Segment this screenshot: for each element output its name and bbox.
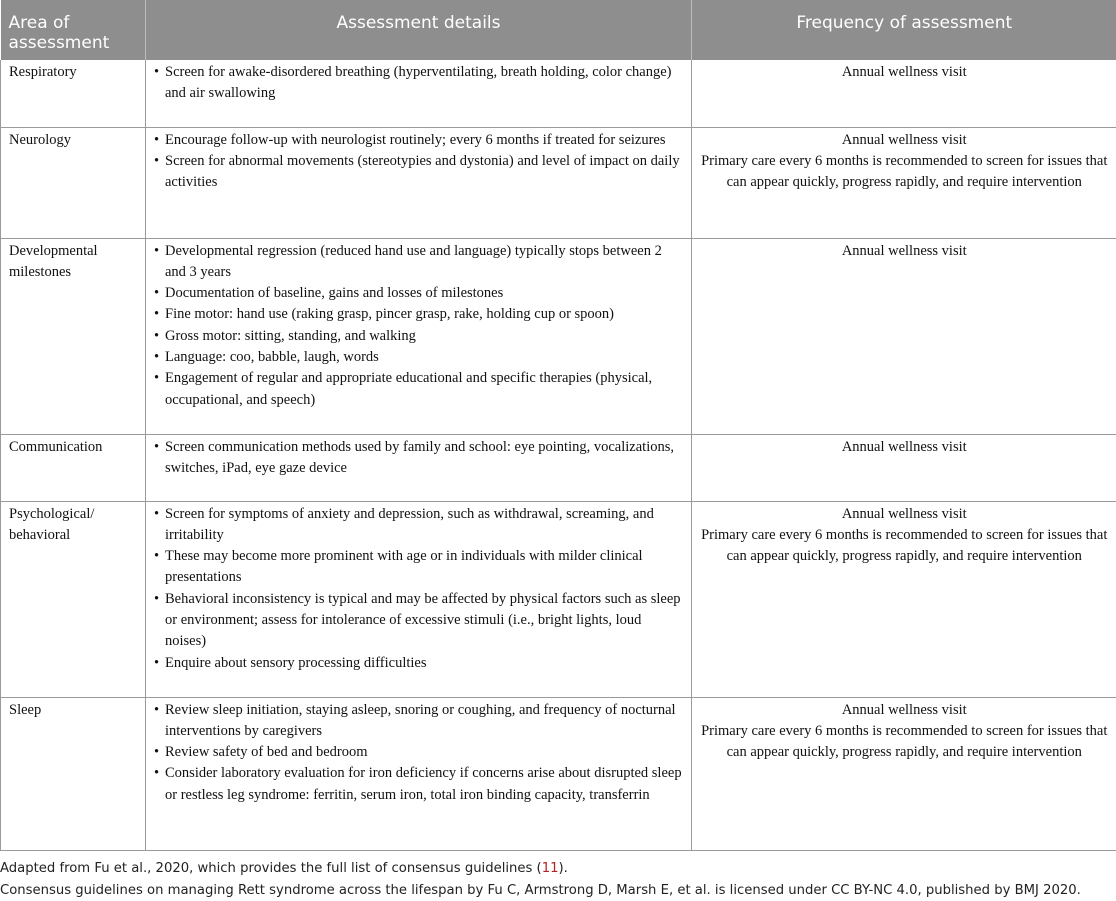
frequency-cell xyxy=(692,238,1116,434)
frequency-line: Annual wellness visit xyxy=(700,700,1109,721)
details-cell xyxy=(146,434,692,501)
details-list xyxy=(154,437,683,480)
table-row xyxy=(1,501,1116,697)
detail-item: • Review safety of bed and bedroom xyxy=(154,742,683,763)
frequency-cell xyxy=(692,127,1116,238)
frequency-line: Annual wellness visit xyxy=(700,241,1109,262)
area-cell: Sleep xyxy=(1,697,146,850)
detail-item: • These may become more prominent with age or in individuals with milder clinical presentations xyxy=(154,546,683,589)
frequency-cell xyxy=(692,60,1116,127)
details-cell xyxy=(146,501,692,697)
details-cell xyxy=(146,127,692,238)
reference-link[interactable]: 11 xyxy=(542,861,559,876)
detail-item: • Fine motor: hand use (raking grasp, pincer grasp, rake, holding cup or spoon) xyxy=(154,304,683,325)
footnote-license: Consensus guidelines on managing Rett syndrome across the lifespan by Fu C, Armstrong D, Marsh E, et al. is licensed under CC BY-NC 4.0, published by BMJ 2020. xyxy=(0,880,1116,901)
table-row xyxy=(1,238,1116,434)
frequency-line: Annual wellness visit xyxy=(700,62,1109,83)
detail-item: • Gross motor: sitting, standing, and walking xyxy=(154,326,683,347)
table-row xyxy=(1,127,1116,238)
frequency-line: Annual wellness visit xyxy=(700,504,1109,525)
area-cell: Developmental milestones xyxy=(1,238,146,434)
details-list xyxy=(154,130,683,194)
details-list xyxy=(154,700,683,806)
frequency-line: Primary care every 6 months is recommended to screen for issues that can appear quickly, progress rapidly, and require intervention xyxy=(700,151,1109,194)
frequency-line: Annual wellness visit xyxy=(700,130,1109,151)
frequency-cell xyxy=(692,501,1116,697)
table-footnotes xyxy=(0,858,1116,901)
details-cell xyxy=(146,697,692,850)
frequency-cell xyxy=(692,434,1116,501)
detail-item: • Behavioral inconsistency is typical and may be affected by physical factors such as sleep or environment; assess for intolerance of excessive stimuli (i.e., bright lights, loud noises) xyxy=(154,589,683,653)
details-list xyxy=(154,62,683,105)
header-row xyxy=(1,0,1116,60)
detail-item: • Engagement of regular and appropriate educational and specific therapies (physical, occupational, and speech) xyxy=(154,368,683,411)
header-details-label: Assessment details xyxy=(154,0,683,33)
footnote-adapted xyxy=(0,858,1116,880)
header-details xyxy=(146,0,692,60)
details-list xyxy=(154,241,683,411)
details-cell xyxy=(146,238,692,434)
detail-item: • Encourage follow-up with neurologist routinely; every 6 months if treated for seizures xyxy=(154,130,683,151)
header-frequency xyxy=(692,0,1116,60)
area-cell: Psychological/ behavioral xyxy=(1,501,146,697)
detail-item: • Screen for awake-disordered breathing (hyperventilating, breath holding, color change) and air swallowing xyxy=(154,62,683,105)
detail-item: • Review sleep initiation, staying asleep, snoring or coughing, and frequency of nocturnal interventions by caregivers xyxy=(154,700,683,743)
area-cell: Neurology xyxy=(1,127,146,238)
details-list xyxy=(154,504,683,674)
header-frequency-label: Frequency of assessment xyxy=(700,0,1109,33)
table-row xyxy=(1,60,1116,127)
table-row xyxy=(1,434,1116,501)
detail-item: • Screen communication methods used by family and school: eye pointing, vocalizations, switches, iPad, eye gaze device xyxy=(154,437,683,480)
detail-item: • Language: coo, babble, laugh, words xyxy=(154,347,683,368)
footnote-adapted-text: Adapted from Fu et al., 2020, which provides the full list of consensus guidelines ( xyxy=(0,861,542,876)
table-row xyxy=(1,697,1116,850)
frequency-cell xyxy=(692,697,1116,850)
detail-item: • Screen for symptoms of anxiety and depression, such as withdrawal, screaming, and irritability xyxy=(154,504,683,547)
frequency-line: Primary care every 6 months is recommended to screen for issues that can appear quickly, progress rapidly, and require intervention xyxy=(700,525,1109,568)
detail-item: • Consider laboratory evaluation for iron deficiency if concerns arise about disrupted sleep or restless leg syndrome: ferritin, serum iron, total iron binding capacity, transferrin xyxy=(154,763,683,806)
detail-item: • Developmental regression (reduced hand use and language) typically stops between 2 and 3 years xyxy=(154,241,683,284)
detail-item: • Screen for abnormal movements (stereotypies and dystonia) and level of impact on daily activities xyxy=(154,151,683,194)
frequency-line: Annual wellness visit xyxy=(700,437,1109,458)
details-cell xyxy=(146,60,692,127)
detail-item: • Enquire about sensory processing difficulties xyxy=(154,653,683,674)
area-cell: Communication xyxy=(1,434,146,501)
frequency-line: Primary care every 6 months is recommended to screen for issues that can appear quickly, progress rapidly, and require intervention xyxy=(700,721,1109,764)
footnote-adapted-end: ). xyxy=(559,861,568,876)
header-area xyxy=(1,0,146,60)
detail-item: • Documentation of baseline, gains and losses of milestones xyxy=(154,283,683,304)
header-area-label: Area of assessment xyxy=(9,0,138,53)
area-cell: Respiratory xyxy=(1,60,146,127)
